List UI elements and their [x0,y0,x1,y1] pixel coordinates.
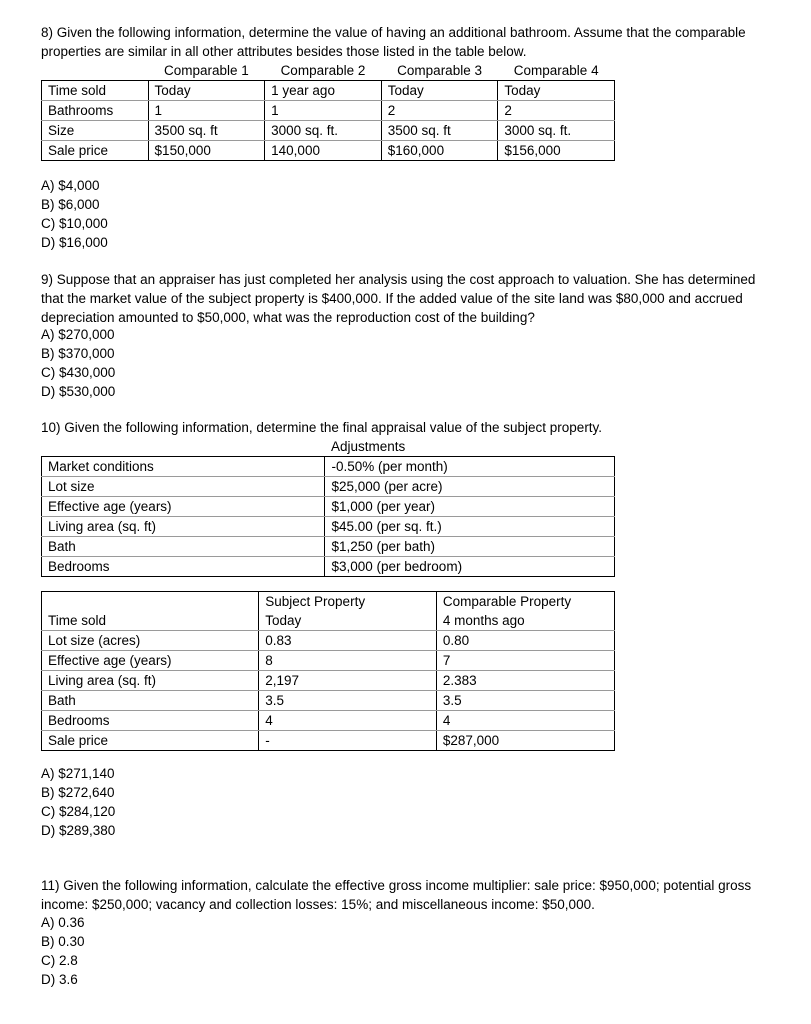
property-comparison-table [41,591,615,751]
table-cell: 4 months ago [436,611,614,631]
comparables-table [41,61,615,161]
table-cell: 4 [436,711,614,731]
answer-option[interactable]: D) 3.6 [41,972,78,987]
row-label: Effective age (years) [42,651,259,671]
table-cell: $287,000 [436,731,614,751]
column-header: Comparable 4 [498,61,615,81]
table-cell: 2 [381,101,498,121]
table-cell: $1,250 (per bath) [325,537,615,557]
table-cell: 3.5 [436,691,614,711]
adjustments-table [41,437,615,577]
question-8-options [41,176,108,252]
table-row [42,81,615,101]
answer-option[interactable]: A) $4,000 [41,178,100,193]
table-cell: $3,000 (per bedroom) [325,557,615,577]
row-label: Lot size [42,477,325,497]
table-cell: 140,000 [265,141,382,161]
table-cell: Today [381,81,498,101]
question-9-text: 9) Suppose that an appraiser has just completed her analysis using the cost approach to valuation. She has determined that the market value of the subject property is $400,000. If the added value of the site land was $80,000 and accrued depreciation amounted to $50,000, what was the reproduction cost of the building? [41,272,756,325]
table-cell: - [259,731,437,751]
row-label: Bedrooms [42,711,259,731]
answer-option[interactable]: B) $370,000 [41,346,115,361]
question-10-text: 10) Given the following information, determine the final appraisal value of the subject property. [41,420,603,435]
answer-option[interactable]: A) 0.36 [41,915,85,930]
question-10-options [41,764,115,840]
table-cell: 1 [148,101,265,121]
answer-option[interactable]: C) $284,120 [41,804,116,819]
column-header: Comparable 3 [381,61,498,81]
row-label: Living area (sq. ft) [42,517,325,537]
column-header: Comparable 2 [265,61,382,81]
question-11-text: 11) Given the following information, calculate the effective gross income multiplier: sale price: $950,000; potential gross income: $250,000; vacancy and collection losses: 15%; and miscellaneous income: $50,000. [41,878,752,912]
table-row [42,497,615,517]
answer-option[interactable]: B) 0.30 [41,934,85,949]
row-label: Size [42,121,149,141]
row-label: Sale price [42,141,149,161]
table-cell: 0.83 [259,631,437,651]
row-label: Lot size (acres) [42,631,259,651]
table-cell: 3000 sq. ft. [498,121,615,141]
table-cell: Today [259,611,437,631]
row-label: Effective age (years) [42,497,325,517]
answer-option[interactable]: D) $289,380 [41,823,116,838]
table-cell: 1 year ago [265,81,382,101]
column-header: Adjustments [330,439,406,454]
table-row [42,631,615,651]
table-cell: 1 [265,101,382,121]
column-header: Comparable Property [436,592,614,612]
answer-option[interactable]: C) 2.8 [41,953,78,968]
table-row [42,457,615,477]
row-label: Bath [42,537,325,557]
table-cell: 0.80 [436,631,614,651]
table-cell: 2.383 [436,671,614,691]
row-label: Sale price [42,731,259,751]
table-cell: $150,000 [148,141,265,161]
answer-option[interactable]: B) $272,640 [41,785,115,800]
answer-option[interactable]: D) $16,000 [41,235,108,250]
table-row [42,671,615,691]
answer-option[interactable]: D) $530,000 [41,384,116,399]
column-header: Comparable 1 [148,61,265,81]
answer-option[interactable]: B) $6,000 [41,197,100,212]
table-cell: $156,000 [498,141,615,161]
table-row [42,517,615,537]
row-label: Bedrooms [42,557,325,577]
table-cell: Today [498,81,615,101]
row-label: Market conditions [42,457,325,477]
table-row [42,141,615,161]
table-row [42,651,615,671]
table-cell: 2,197 [259,671,437,691]
table-cell: 3500 sq. ft [381,121,498,141]
table-cell: $160,000 [381,141,498,161]
table-row [42,477,615,497]
answer-option[interactable]: A) $271,140 [41,766,115,781]
row-label: Time sold [42,81,149,101]
table-cell: 8 [259,651,437,671]
table-cell: 3.5 [259,691,437,711]
table-cell: -0.50% (per month) [325,457,615,477]
row-label: Time sold [42,611,259,631]
table-corner [42,61,149,81]
table-cell: 2 [498,101,615,121]
table-row [42,121,615,141]
table-corner [42,592,259,612]
table-cell: 3500 sq. ft [148,121,265,141]
table-cell: $25,000 (per acre) [325,477,615,497]
table-row [42,537,615,557]
table-row [42,611,615,631]
table-cell: 3000 sq. ft. [265,121,382,141]
question-11-options [41,913,85,989]
table-row [42,557,615,577]
table-cell: 4 [259,711,437,731]
table-corner [42,437,325,457]
row-label: Bath [42,691,259,711]
table-cell: Today [148,81,265,101]
answer-option[interactable]: A) $270,000 [41,327,115,342]
table-row [42,731,615,751]
answer-option[interactable]: C) $10,000 [41,216,108,231]
row-label: Bathrooms [42,101,149,121]
question-8-text: 8) Given the following information, determine the value of having an additional bathroom. Assume that the comparable properties are similar in all other attributes besides those listed in the table below. [41,25,746,59]
answer-option[interactable]: C) $430,000 [41,365,116,380]
row-label: Living area (sq. ft) [42,671,259,691]
table-cell: $1,000 (per year) [325,497,615,517]
table-cell: 7 [436,651,614,671]
column-header: Subject Property [259,592,437,612]
table-cell: $45.00 (per sq. ft.) [325,517,615,537]
table-row [42,691,615,711]
table-row [42,711,615,731]
question-9-options [41,325,115,401]
table-row [42,101,615,121]
